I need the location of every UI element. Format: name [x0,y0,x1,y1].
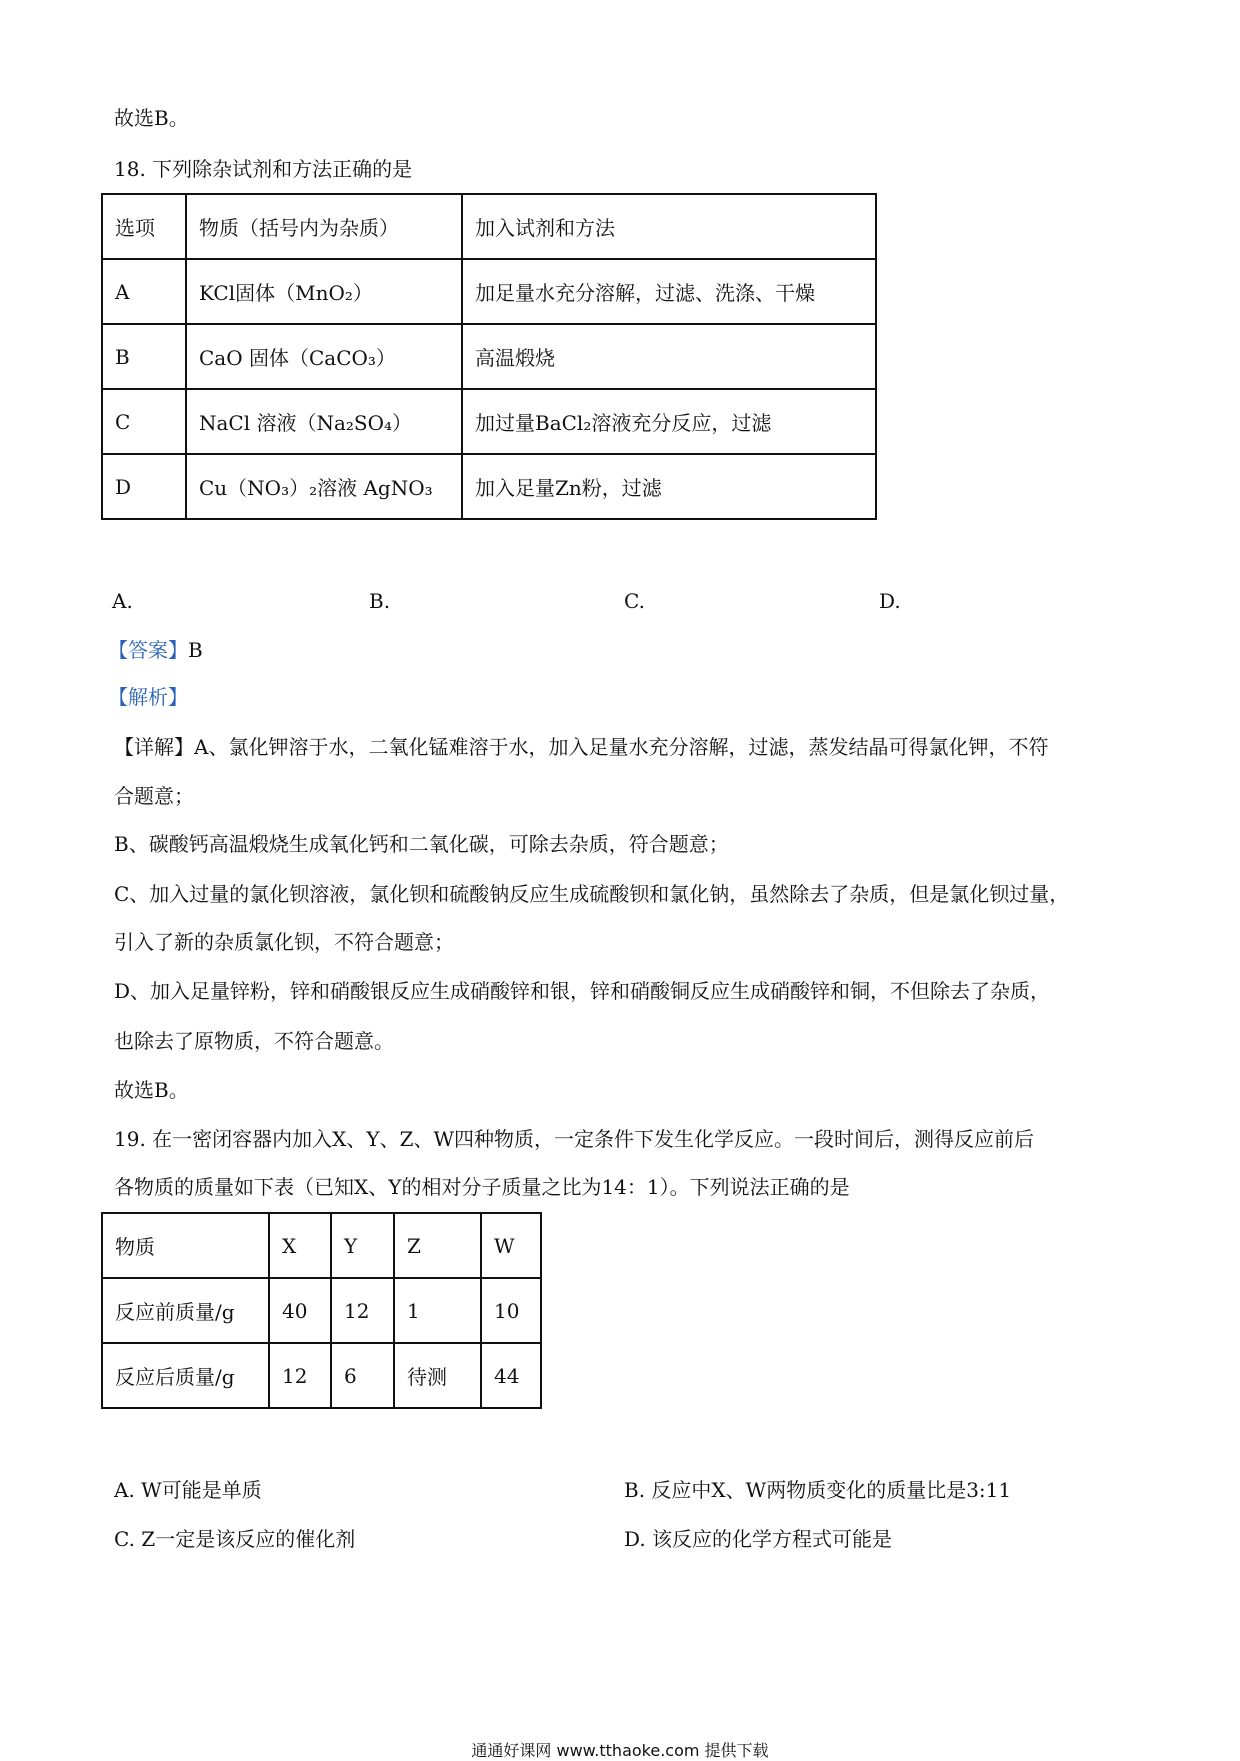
header-cell: W [481,1213,541,1278]
cell: 加足量水充分溶解，过滤、洗涤、干燥 [462,259,876,324]
detail-line: 也除去了原物质，不符合题意。 [114,1029,394,1053]
option-a: A. [112,589,133,613]
detail-line: 合题意； [114,784,194,808]
option-c: C. [624,589,645,613]
q19-option-d: D. 该反应的化学方程式可能是 [624,1527,893,1551]
cell: 10 [481,1278,541,1343]
cell: 6 [331,1343,394,1408]
cell: 12 [269,1343,331,1408]
header-cell: Z [394,1213,481,1278]
question-19-line2: 各物质的质量如下表（已知X、Y的相对分子质量之比为14：1）。下列说法正确的是 [114,1175,850,1199]
cell: CaO 固体（CaCO₃） [186,324,462,389]
analysis-label: 【解析】 [108,685,188,709]
header-cell: Y [331,1213,394,1278]
option-b: B. [369,589,391,613]
mass-table [101,1212,542,1409]
detail-line: 引入了新的杂质氯化钡，不符合题意； [114,930,454,954]
question-19-line1: 19. 在一密闭容器内加入X、Y、Z、W四种物质，一定条件下发生化学反应。一段时间后，测得反应前后 [114,1127,1035,1151]
detail-line: B、碳酸钙高温煅烧生成氧化钙和二氧化碳，可除去杂质，符合题意； [114,832,729,856]
detail-line: C、加入过量的氯化钡溶液，氯化钡和硫酸钠反应生成硫酸钡和氯化钠，虽然除去了杂质，但是氯化钡过量， [114,882,1070,906]
cell: 40 [269,1278,331,1343]
header-cell: X [269,1213,331,1278]
footer-source: 通通好课网 www.tthaoke.com 提供下载 [471,1741,769,1760]
cell: Cu（NO₃）₂溶液 AgNO₃ [186,454,462,519]
cell: D [102,454,186,519]
header-cell: 加入试剂和方法 [462,194,876,259]
cell: NaCl 溶液（Na₂SO₄） [186,389,462,454]
cell: B [102,324,186,389]
answer-line [108,638,203,662]
cell: 待测 [394,1343,481,1408]
detail-line: D、加入足量锌粉，锌和硝酸银反应生成硝酸锌和银，锌和硝酸铜反应生成硝酸锌和铜，不但除去了杂质， [114,979,1051,1003]
header-cell: 物质 [102,1213,269,1278]
impurity-removal-table [101,193,877,520]
table-row [102,454,876,519]
question-18-title: 18. 下列除杂试剂和方法正确的是 [114,157,413,181]
table-row [102,389,876,454]
cell: 1 [394,1278,481,1343]
q19-option-c: C. Z一定是该反应的催化剂 [114,1527,356,1551]
cell: 加入足量Zn粉，过滤 [462,454,876,519]
q19-option-a: A. W可能是单质 [114,1478,262,1502]
header-cell: 选项 [102,194,186,259]
previous-answer-line: 故选B。 [114,106,189,130]
answer-value: B [188,638,203,662]
table-row [102,1278,541,1343]
table-row [102,324,876,389]
cell: C [102,389,186,454]
cell: 反应后质量/g [102,1343,269,1408]
cell: A [102,259,186,324]
answer-label: 【答案】 [108,638,188,662]
detail-line: 【详解】A、氯化钾溶于水，二氧化锰难溶于水，加入足量水充分溶解，过滤，蒸发结晶可得氯化钾，不符 [114,735,1049,759]
cell: 反应前质量/g [102,1278,269,1343]
cell: 44 [481,1343,541,1408]
header-cell: 物质（括号内为杂质） [186,194,462,259]
table-row [102,259,876,324]
cell: 加过量BaCl₂溶液充分反应，过滤 [462,389,876,454]
cell: KCl固体（MnO₂） [186,259,462,324]
option-d: D. [879,589,901,613]
table-row [102,1343,541,1408]
cell: 高温煅烧 [462,324,876,389]
cell: 12 [331,1278,394,1343]
table-header-row [102,194,876,259]
choice-line: 故选B。 [114,1078,189,1102]
table-header-row [102,1213,541,1278]
q19-option-b: B. 反应中X、W两物质变化的质量比是3:11 [624,1478,1012,1502]
